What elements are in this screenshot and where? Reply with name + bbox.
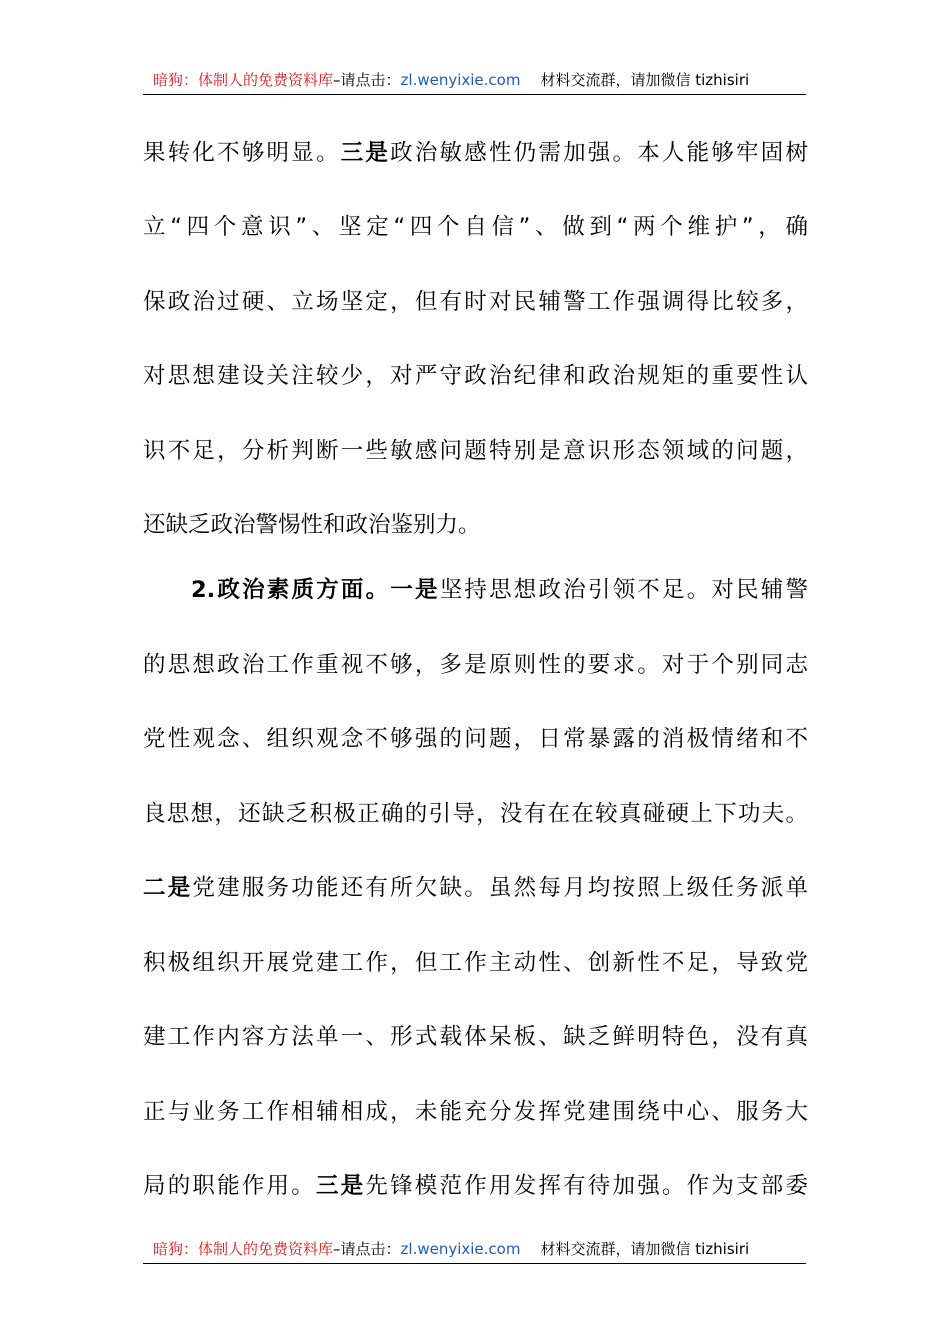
header-url-link[interactable]: zl.wenyixie.com [400,71,521,89]
section-heading: 2.政治素质方面。一是 [191,577,440,603]
text-line: 识不足，分析判断一些敏感问题特别是意识形态领域的问题， [143,438,808,464]
bold-marker: 三是 [315,1173,366,1199]
text-line: 正与业务工作相辅相成，未能充分发挥党建围绕中心、服务大 [143,1099,808,1125]
page-footer [143,1233,806,1264]
text-line: 良思想，还缺乏积极正确的引导，没有在在较真碰硬上下功夫。 [143,801,808,827]
text-line: 2.政治素质方面。一是坚持思想政治引领不足。对民辅警 [191,577,808,603]
footer-contact: 材料交流群，请加微信 tizhisiri [540,1240,750,1258]
bold-marker: 二是 [143,875,193,901]
text-line: 的思想政治工作重视不够，多是原则性的要求。对于个别同志 [143,652,808,678]
text-line: 果转化不够明显。三是政治敏感性仍需加强。本人能够牢固树 [143,140,808,166]
text-line: 党性观念、组织观念不够强的问题，日常暴露的消极情绪和不 [143,726,808,752]
bold-marker: 三是 [340,140,391,166]
header-contact: 材料交流群，请加微信 tizhisiri [540,71,750,89]
text-line: 对思想建设关注较少，对严守政治纪律和政治规矩的重要性认 [143,363,808,389]
header-brand: 暗狗：体制人的免费资料库 [153,71,334,89]
footer-url-link[interactable]: zl.wenyixie.com [400,1240,521,1258]
text-line: 建工作内容方法单一、形式载体呆板、缺乏鲜明特色，没有真 [143,1024,808,1050]
page-header [143,64,806,95]
text-line: 局的职能作用。三是先锋模范作用发挥有待加强。作为支部委 [143,1173,808,1199]
header-prompt: –请点击： [333,71,401,89]
footer-prompt: –请点击： [333,1240,401,1258]
text-line: 立“四个意识”、坚定“四个自信”、做到“两个维护”，确 [143,214,808,240]
footer-brand: 暗狗：体制人的免费资料库 [153,1240,334,1258]
text-line: 还缺乏政治警惕性和政治鉴别力。 [143,512,481,538]
text-line: 保政治过硬、立场坚定，但有时对民辅警工作强调得比较多， [143,289,808,315]
text-line: 二是党建服务功能还有所欠缺。虽然每月均按照上级任务派单 [143,875,808,901]
text-line: 积极组织开展党建工作，但工作主动性、创新性不足，导致党 [143,950,808,976]
